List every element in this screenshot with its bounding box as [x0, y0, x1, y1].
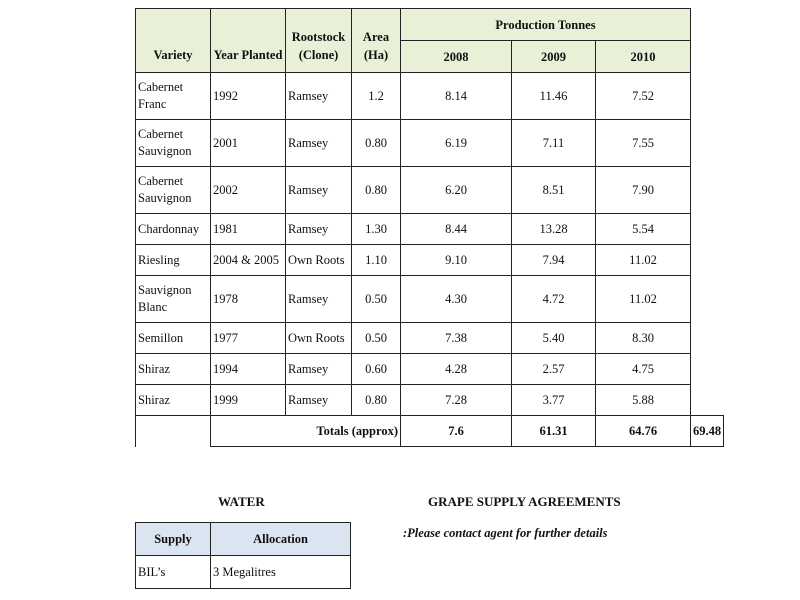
- production-2009-cell: 11.46: [512, 73, 596, 120]
- table-row: [136, 214, 724, 245]
- production-2008-cell: 7.28: [401, 385, 512, 416]
- table-row: [136, 245, 724, 276]
- grape-supply-title: GRAPE SUPPLY AGREEMENTS: [428, 494, 621, 509]
- variety-cell: Riesling: [136, 245, 211, 276]
- rootstock-cell: Own Roots: [286, 245, 352, 276]
- table-row: [136, 323, 724, 354]
- production-2008-cell: 9.10: [401, 245, 512, 276]
- production-2008-cell: 7.38: [401, 323, 512, 354]
- year-planted-cell: 1981: [211, 214, 286, 245]
- totals-y2010-cell: 69.48: [691, 416, 724, 447]
- table-row: [136, 120, 724, 167]
- area-cell: 0.80: [352, 385, 401, 416]
- production-2010-cell: 11.02: [596, 276, 691, 323]
- production-2009-cell: 13.28: [512, 214, 596, 245]
- totals-y2008-cell: 61.31: [512, 416, 596, 447]
- production-2010-cell: 5.88: [596, 385, 691, 416]
- header-2008: 2008: [401, 41, 512, 73]
- totals-row: [136, 416, 724, 447]
- year-planted-cell: 1977: [211, 323, 286, 354]
- variety-cell: Semillon: [136, 323, 211, 354]
- production-2010-cell: 8.30: [596, 323, 691, 354]
- header-production-tonnes: Production Tonnes: [401, 9, 691, 41]
- water-title: WATER: [218, 494, 265, 509]
- water-row: [136, 556, 351, 589]
- header-variety: Variety: [136, 9, 211, 73]
- production-2008-cell: 6.20: [401, 167, 512, 214]
- rootstock-cell: Ramsey: [286, 73, 352, 120]
- production-2009-cell: 8.51: [512, 167, 596, 214]
- production-2008-cell: 8.44: [401, 214, 512, 245]
- area-cell: 0.50: [352, 276, 401, 323]
- variety-cell: Cabernet Franc: [136, 73, 211, 120]
- water-header-supply: Supply: [136, 523, 211, 556]
- variety-cell: Sauvignon Blanc: [136, 276, 211, 323]
- production-2009-cell: 7.11: [512, 120, 596, 167]
- production-2010-cell: 7.90: [596, 167, 691, 214]
- production-2010-cell: 7.52: [596, 73, 691, 120]
- table-row: [136, 276, 724, 323]
- variety-cell: Shiraz: [136, 354, 211, 385]
- variety-cell: Cabernet Sauvignon: [136, 120, 211, 167]
- area-cell: 0.80: [352, 167, 401, 214]
- production-table: [135, 8, 724, 447]
- year-planted-cell: 1994: [211, 354, 286, 385]
- production-2010-cell: 5.54: [596, 214, 691, 245]
- production-2009-cell: 4.72: [512, 276, 596, 323]
- variety-cell: Cabernet Sauvignon: [136, 167, 211, 214]
- rootstock-cell: Own Roots: [286, 323, 352, 354]
- rootstock-cell: Ramsey: [286, 167, 352, 214]
- water-table: [135, 522, 351, 589]
- header-year-planted: Year Planted: [211, 9, 286, 73]
- variety-cell: Chardonnay: [136, 214, 211, 245]
- rootstock-cell: Ramsey: [286, 214, 352, 245]
- totals-label: Totals (approx): [211, 416, 401, 447]
- year-planted-cell: 1992: [211, 73, 286, 120]
- production-2010-cell: 4.75: [596, 354, 691, 385]
- production-2008-cell: 4.28: [401, 354, 512, 385]
- area-cell: 1.2: [352, 73, 401, 120]
- production-2010-cell: 7.55: [596, 120, 691, 167]
- rootstock-cell: Ramsey: [286, 120, 352, 167]
- totals-y2009-cell: 64.76: [596, 416, 691, 447]
- table-row: [136, 167, 724, 214]
- grape-supply-note: :Please contact agent for further details: [403, 526, 608, 540]
- area-cell: 0.80: [352, 120, 401, 167]
- table-row: [136, 385, 724, 416]
- production-2008-cell: 6.19: [401, 120, 512, 167]
- production-2009-cell: 2.57: [512, 354, 596, 385]
- header-rootstock: Rootstock (Clone): [286, 9, 352, 73]
- water-header-allocation: Allocation: [211, 523, 351, 556]
- production-2010-cell: 11.02: [596, 245, 691, 276]
- year-planted-cell: 1999: [211, 385, 286, 416]
- year-planted-cell: 2004 & 2005: [211, 245, 286, 276]
- water-allocation-cell: 3 Megalitres: [211, 556, 351, 589]
- totals-blank-cell: [136, 416, 211, 447]
- area-cell: 0.50: [352, 323, 401, 354]
- rootstock-cell: Ramsey: [286, 385, 352, 416]
- production-2009-cell: 5.40: [512, 323, 596, 354]
- year-planted-cell: 2002: [211, 167, 286, 214]
- table-row: [136, 73, 724, 120]
- year-planted-cell: 2001: [211, 120, 286, 167]
- area-cell: 1.30: [352, 214, 401, 245]
- area-cell: 1.10: [352, 245, 401, 276]
- production-2008-cell: 8.14: [401, 73, 512, 120]
- area-cell: 0.60: [352, 354, 401, 385]
- water-supply-cell: BIL’s: [136, 556, 211, 589]
- header-2010: 2010: [596, 41, 691, 73]
- production-2008-cell: 4.30: [401, 276, 512, 323]
- header-2009: 2009: [512, 41, 596, 73]
- year-planted-cell: 1978: [211, 276, 286, 323]
- production-2009-cell: 3.77: [512, 385, 596, 416]
- totals-area-cell: 7.6: [401, 416, 512, 447]
- variety-cell: Shiraz: [136, 385, 211, 416]
- table-row: [136, 354, 724, 385]
- rootstock-cell: Ramsey: [286, 276, 352, 323]
- production-2009-cell: 7.94: [512, 245, 596, 276]
- header-area: Area (Ha): [352, 9, 401, 73]
- rootstock-cell: Ramsey: [286, 354, 352, 385]
